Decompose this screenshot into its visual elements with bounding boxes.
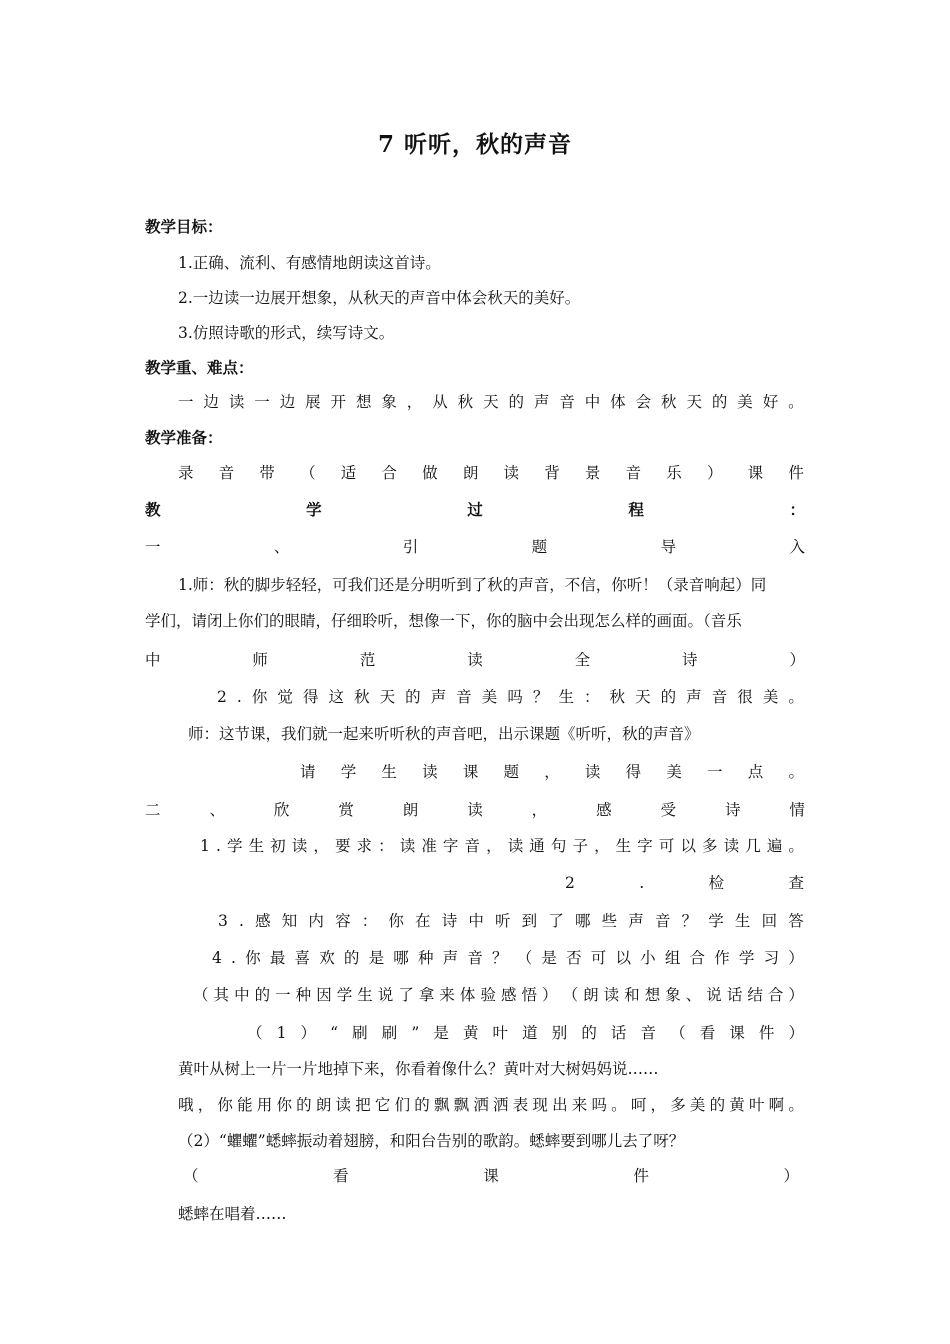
key-text: 一 边 读 一 边 展 开 想 象 ， 从 秋 天 的 声 音 中 体 会 秋 天 的 美 好 。 <box>178 393 804 411</box>
goal-2: 2.一边读一边展开想象，从秋天的声音中体会秋天的美好。 <box>178 289 581 307</box>
paragraph-1-line-1: 1.师：秋的脚步轻轻，可我们还是分明听到了秋的声音，不信，你听！（录音响起）同 <box>178 576 767 594</box>
paragraph-3: 师：这节课，我们就一起来听听秋的声音吧，出示课题《听听，秋的声音》 <box>188 725 700 743</box>
step-8: 哦 ， 你 能 用 你 的 朗 读 把 它 们 的 飘 飘 洒 洒 表 现 出 来 吗 。 呵 ， 多 美 的 黄 叶 啊 。 <box>178 1096 804 1114</box>
paragraph-4: 请 学 生 读 课 题 ， 读 得 美 一 点 。 <box>300 763 804 781</box>
step-2: 2 . 检 查 <box>565 874 804 892</box>
goal-3: 3.仿照诗歌的形式，续写诗文。 <box>178 324 395 342</box>
step-7: 黄叶从树上一片一片地掉下来，你看着像什么？黄叶对大树妈妈说…… <box>178 1060 659 1078</box>
key-heading: 教学重、难点： <box>145 358 254 377</box>
prep-text: 录 音 带 （ 适 合 做 朗 读 背 景 音 乐 ） 课 件 <box>178 464 804 482</box>
paragraph-1-line-3: 中 师 范 读 全 诗 ） <box>145 651 805 669</box>
step-3: 3 . 感 知 内 容 ： 你 在 诗 中 听 到 了 哪 些 声 音 ？ 学 生 回 答 <box>218 912 804 930</box>
step-9: （2）“蠷蠷”蟋蟀振动着翅膀，和阳台告别的歌韵。蟋蟀要到哪儿去了呀？ <box>178 1132 685 1150</box>
step-11: 蟋蟀在唱着…… <box>178 1205 287 1223</box>
step-1: 1 . 学 生 初 读 ， 要 求 ： 读 准 字 音 ， 读 通 句 子 ， 生 字 可 以 多 读 几 遍 。 <box>200 837 804 855</box>
step-5: （ 其 中 的 一 种 因 学 生 说 了 拿 来 体 验 感 悟 ） （ 朗 读 和 想 象 、 说 话 结 合 ） <box>193 986 804 1004</box>
goals-heading: 教学目标： <box>145 217 223 236</box>
step-10: （ 看 课 件 ） <box>183 1167 799 1185</box>
goal-1: 1.正确、流利、有感情地朗读这首诗。 <box>178 254 441 272</box>
document-title: 7 听听，秋的声音 <box>377 131 572 158</box>
step-4: 4 . 你 最 喜 欢 的 是 哪 种 声 音 ？ （ 是 否 可 以 小 组 合 作 学 习 ） <box>212 949 804 967</box>
section-1-heading: 一 、 引 题 导 入 <box>145 538 805 556</box>
step-6: （ 1 ） “ 刷 刷 ” 是 黄 叶 道 别 的 话 音 （ 看 课 件 ） <box>247 1024 804 1042</box>
section-2-heading: 二 、 欣 赏 朗 读 ， 感 受 诗 情 <box>145 801 805 819</box>
paragraph-2: 2 . 你 觉 得 这 秋 天 的 声 音 美 吗 ？ 生 ： 秋 天 的 声 音 很 美 。 <box>217 688 804 706</box>
process-heading: 教 学 过 程 ： <box>145 500 805 519</box>
prep-heading: 教学准备： <box>145 428 223 447</box>
paragraph-1-line-2: 学们，请闭上你们的眼睛，仔细聆听，想像一下，你的脑中会出现怎么样的画面。（音乐 <box>145 612 742 630</box>
